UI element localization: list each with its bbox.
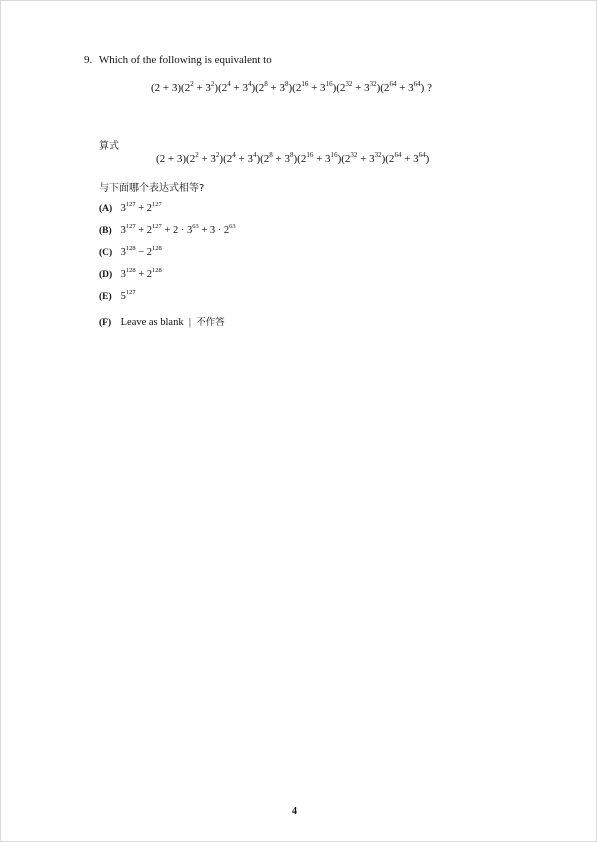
option-d-text: $3^{128} + 2^{128}$ xyxy=(120,267,162,280)
question-stem xyxy=(84,54,272,66)
option-f-chinese: 不作答 xyxy=(196,317,225,328)
question-number: 9. xyxy=(84,54,93,66)
option-f-text: Leave as blank xyxy=(120,317,184,328)
option-b[interactable] xyxy=(99,225,236,236)
option-f-label: (F) xyxy=(99,318,112,328)
option-e[interactable] xyxy=(99,291,136,302)
question-text: Which of the following is equivalent to xyxy=(98,54,272,66)
option-b-text: $3^{127} + 2^{127} + 2 \cdot 3^{63} + 3 \cdot 2^{63}$ xyxy=(120,223,236,236)
option-e-label: (E) xyxy=(99,292,112,302)
chinese-expression: $(2 + 3)(2^2 + 3^2)(2^4 + 3^4)(2^8 + 3^8)(2^{16} + 3^{16})(2^{32} + 3^{32})(2^{64} + 3^{64})$ xyxy=(156,151,430,165)
option-a[interactable] xyxy=(99,203,162,214)
option-c[interactable] xyxy=(99,247,162,258)
option-f[interactable] xyxy=(99,314,225,328)
option-b-label: (B) xyxy=(99,226,112,236)
option-c-text: $3^{128} - 2^{128}$ xyxy=(120,245,162,258)
option-a-label: (A) xyxy=(99,204,113,214)
option-a-text: $3^{127} + 2^{127}$ xyxy=(120,201,162,214)
page-number: 4 xyxy=(292,806,297,817)
option-d-label: (D) xyxy=(99,270,113,280)
chinese-prompt-word: 算式 xyxy=(99,141,119,152)
option-e-text: $5^{127}$ xyxy=(120,289,136,302)
chinese-prompt-tail: 与下面哪个表达式相等? xyxy=(99,183,205,194)
expression-question-mark: ? xyxy=(427,82,432,94)
option-f-separator: | xyxy=(188,317,191,328)
question-expression: $(2 + 3)(2^2 + 3^2)(2^4 + 3^4)(2^8 + 3^8)(2^{16} + 3^{16})(2^{32} + 3^{32})(2^{64} + 3^{64})$ ? xyxy=(151,80,432,94)
option-c-label: (C) xyxy=(99,248,113,258)
option-d[interactable] xyxy=(99,269,162,280)
